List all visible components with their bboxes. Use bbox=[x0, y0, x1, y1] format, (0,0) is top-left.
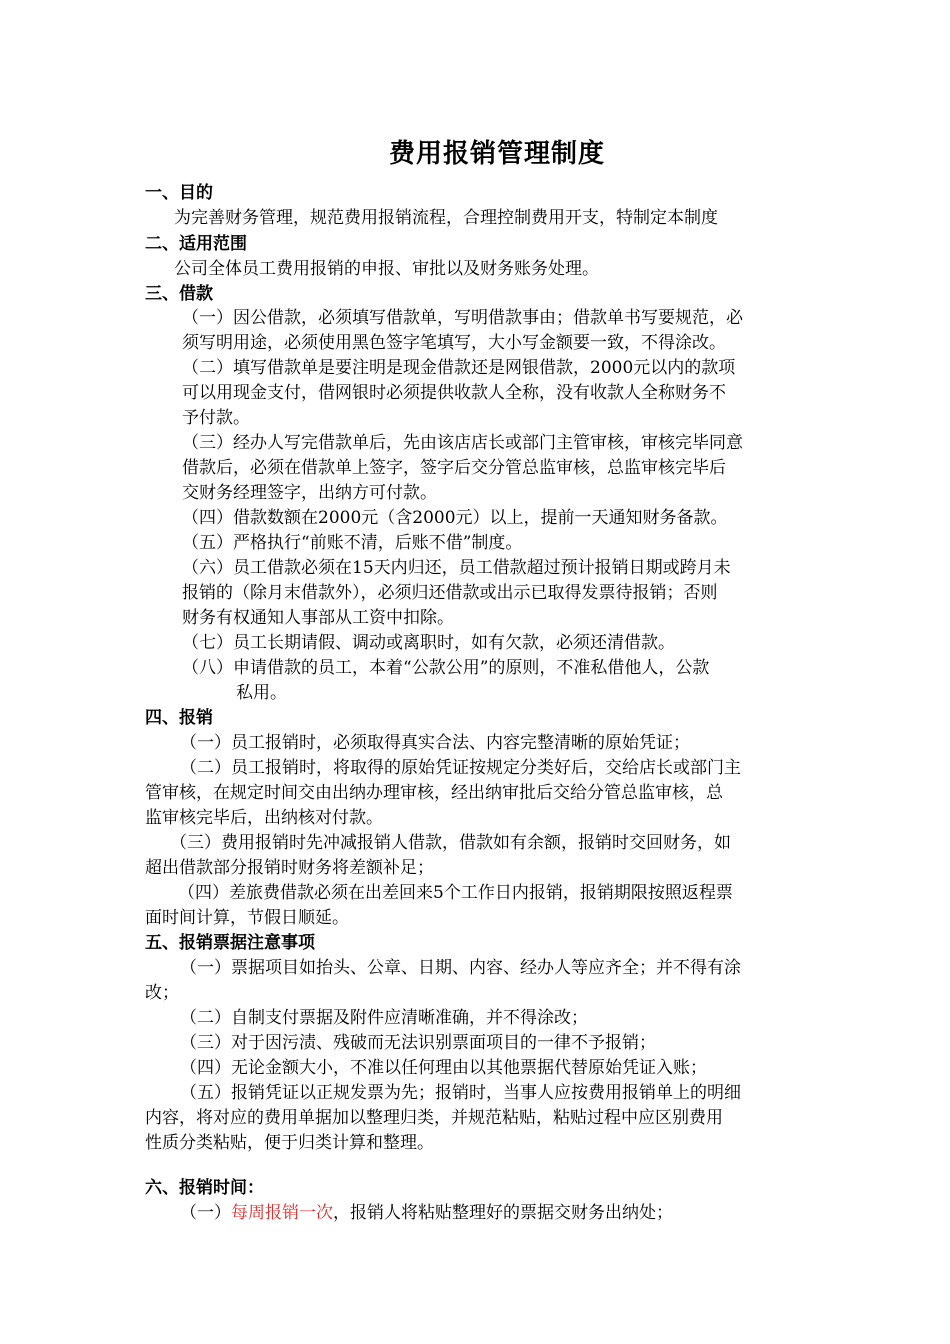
body-line: 交财务经理签字，出纳方可付款。 bbox=[182, 483, 437, 503]
body-line: 监审核完毕后，出纳核对付款。 bbox=[145, 808, 383, 828]
section-heading-reimbursement: 四、报销 bbox=[145, 708, 213, 728]
section-heading-purpose: 一、目的 bbox=[145, 183, 213, 203]
section-heading-reimbursement-time: 六、报销时间： bbox=[145, 1178, 264, 1198]
body-line: 借款后，必须在借款单上签字，签字后交分管总监审核，总监审核完毕后 bbox=[182, 458, 726, 478]
body-line: （一）票据项目如抬头、公章、日期、内容、经办人等应齐全；并不得有涂 bbox=[180, 958, 741, 978]
body-line: （四）借款数额在2000元（含2000元）以上，提前一天通知财务备款。 bbox=[182, 508, 728, 528]
body-line: （四）差旅费借款必须在出差回来5个工作日内报销，报销期限按照返程票 bbox=[178, 883, 733, 903]
body-line: （八）申请借款的员工，本着“公款公用”的原则，不准私借他人，公款 bbox=[182, 658, 710, 678]
body-line: 面时间计算，节假日顺延。 bbox=[145, 908, 349, 928]
section-heading-receipt-notes: 五、报销票据注意事项 bbox=[145, 933, 315, 953]
document-title: 费用报销管理制度 bbox=[388, 139, 605, 169]
body-line: （二）自制支付票据及附件应清晰准确，并不得涂改； bbox=[180, 1008, 588, 1028]
body-line: （一）员工报销时，必须取得真实合法、内容完整清晰的原始凭证； bbox=[180, 733, 690, 753]
body-line: （三）经办人写完借款单后，先由该店店长或部门主管审核，审核完毕同意 bbox=[182, 433, 743, 453]
highlighted-text: 每周报销一次 bbox=[231, 1203, 333, 1223]
body-line: 可以用现金支付，借网银时必须提供收款人全称，没有收款人全称财务不 bbox=[182, 383, 726, 403]
body-line: 内容，将对应的费用单据加以整理归类，并规范粘贴，粘贴过程中应区别费用 bbox=[145, 1108, 723, 1128]
body-line: （五）报销凭证以正规发票为先；报销时，当事人应按费用报销单上的明细 bbox=[180, 1083, 741, 1103]
body-line: 须写明用途，必须使用黑色签字笔填写，大小写金额要一致，不得涂改。 bbox=[182, 333, 726, 353]
item-prefix: （一） bbox=[180, 1203, 231, 1223]
body-line: 财务有权通知人事部从工资中扣除。 bbox=[182, 608, 454, 628]
body-line: 私用。 bbox=[236, 683, 287, 703]
body-line: 超出借款部分报销时财务将差额补足； bbox=[145, 858, 434, 878]
body-line-last bbox=[180, 1198, 673, 1223]
body-line: （四）无论金额大小，不准以任何理由以其他票据代替原始凭证入账； bbox=[180, 1058, 707, 1078]
line-rest: ，报销人将粘贴整理好的票据交财务出纳处； bbox=[333, 1203, 673, 1223]
body-line: 性质分类粘贴，便于归类计算和整理。 bbox=[145, 1133, 434, 1153]
body-line: （二）员工报销时，将取得的原始凭证按规定分类好后，交给店长或部门主 bbox=[180, 758, 741, 778]
body-line: 予付款。 bbox=[182, 408, 250, 428]
body-line: 报销的（除月末借款外），必须归还借款或出示已取得发票待报销；否则 bbox=[182, 583, 718, 603]
section-heading-scope: 二、适用范围 bbox=[145, 234, 247, 254]
body-line: 改； bbox=[145, 983, 179, 1003]
body-line: 公司全体员工费用报销的申报、审批以及财务账务处理。 bbox=[174, 259, 599, 279]
body-line: （三）对于因污渍、残破而无法识别票面项目的一律不予报销； bbox=[180, 1033, 656, 1053]
body-line: 管审核，在规定时间交由出纳办理审核，经出纳审批后交给分管总监审核，总 bbox=[145, 783, 723, 803]
body-line: （五）严格执行“前账不清，后账不借”制度。 bbox=[182, 533, 523, 553]
body-line: 为完善财务管理，规范费用报销流程，合理控制费用开支，特制定本制度 bbox=[174, 208, 718, 228]
body-line: （六）员工借款必须在15天内归还，员工借款超过预计报销日期或跨月未 bbox=[182, 558, 731, 578]
body-line: （一）因公借款，必须填写借款单，写明借款事由；借款单书写要规范，必 bbox=[182, 308, 743, 328]
body-line: （三）费用报销时先冲减报销人借款，借款如有余额，报销时交回财务，如 bbox=[170, 833, 731, 853]
section-heading-loan: 三、借款 bbox=[145, 284, 213, 304]
body-line: （七）员工长期请假、调动或离职时，如有欠款，必须还清借款。 bbox=[182, 633, 675, 653]
body-line: （二）填写借款单是要注明是现金借款还是网银借款，2000元以内的款项 bbox=[182, 358, 736, 378]
